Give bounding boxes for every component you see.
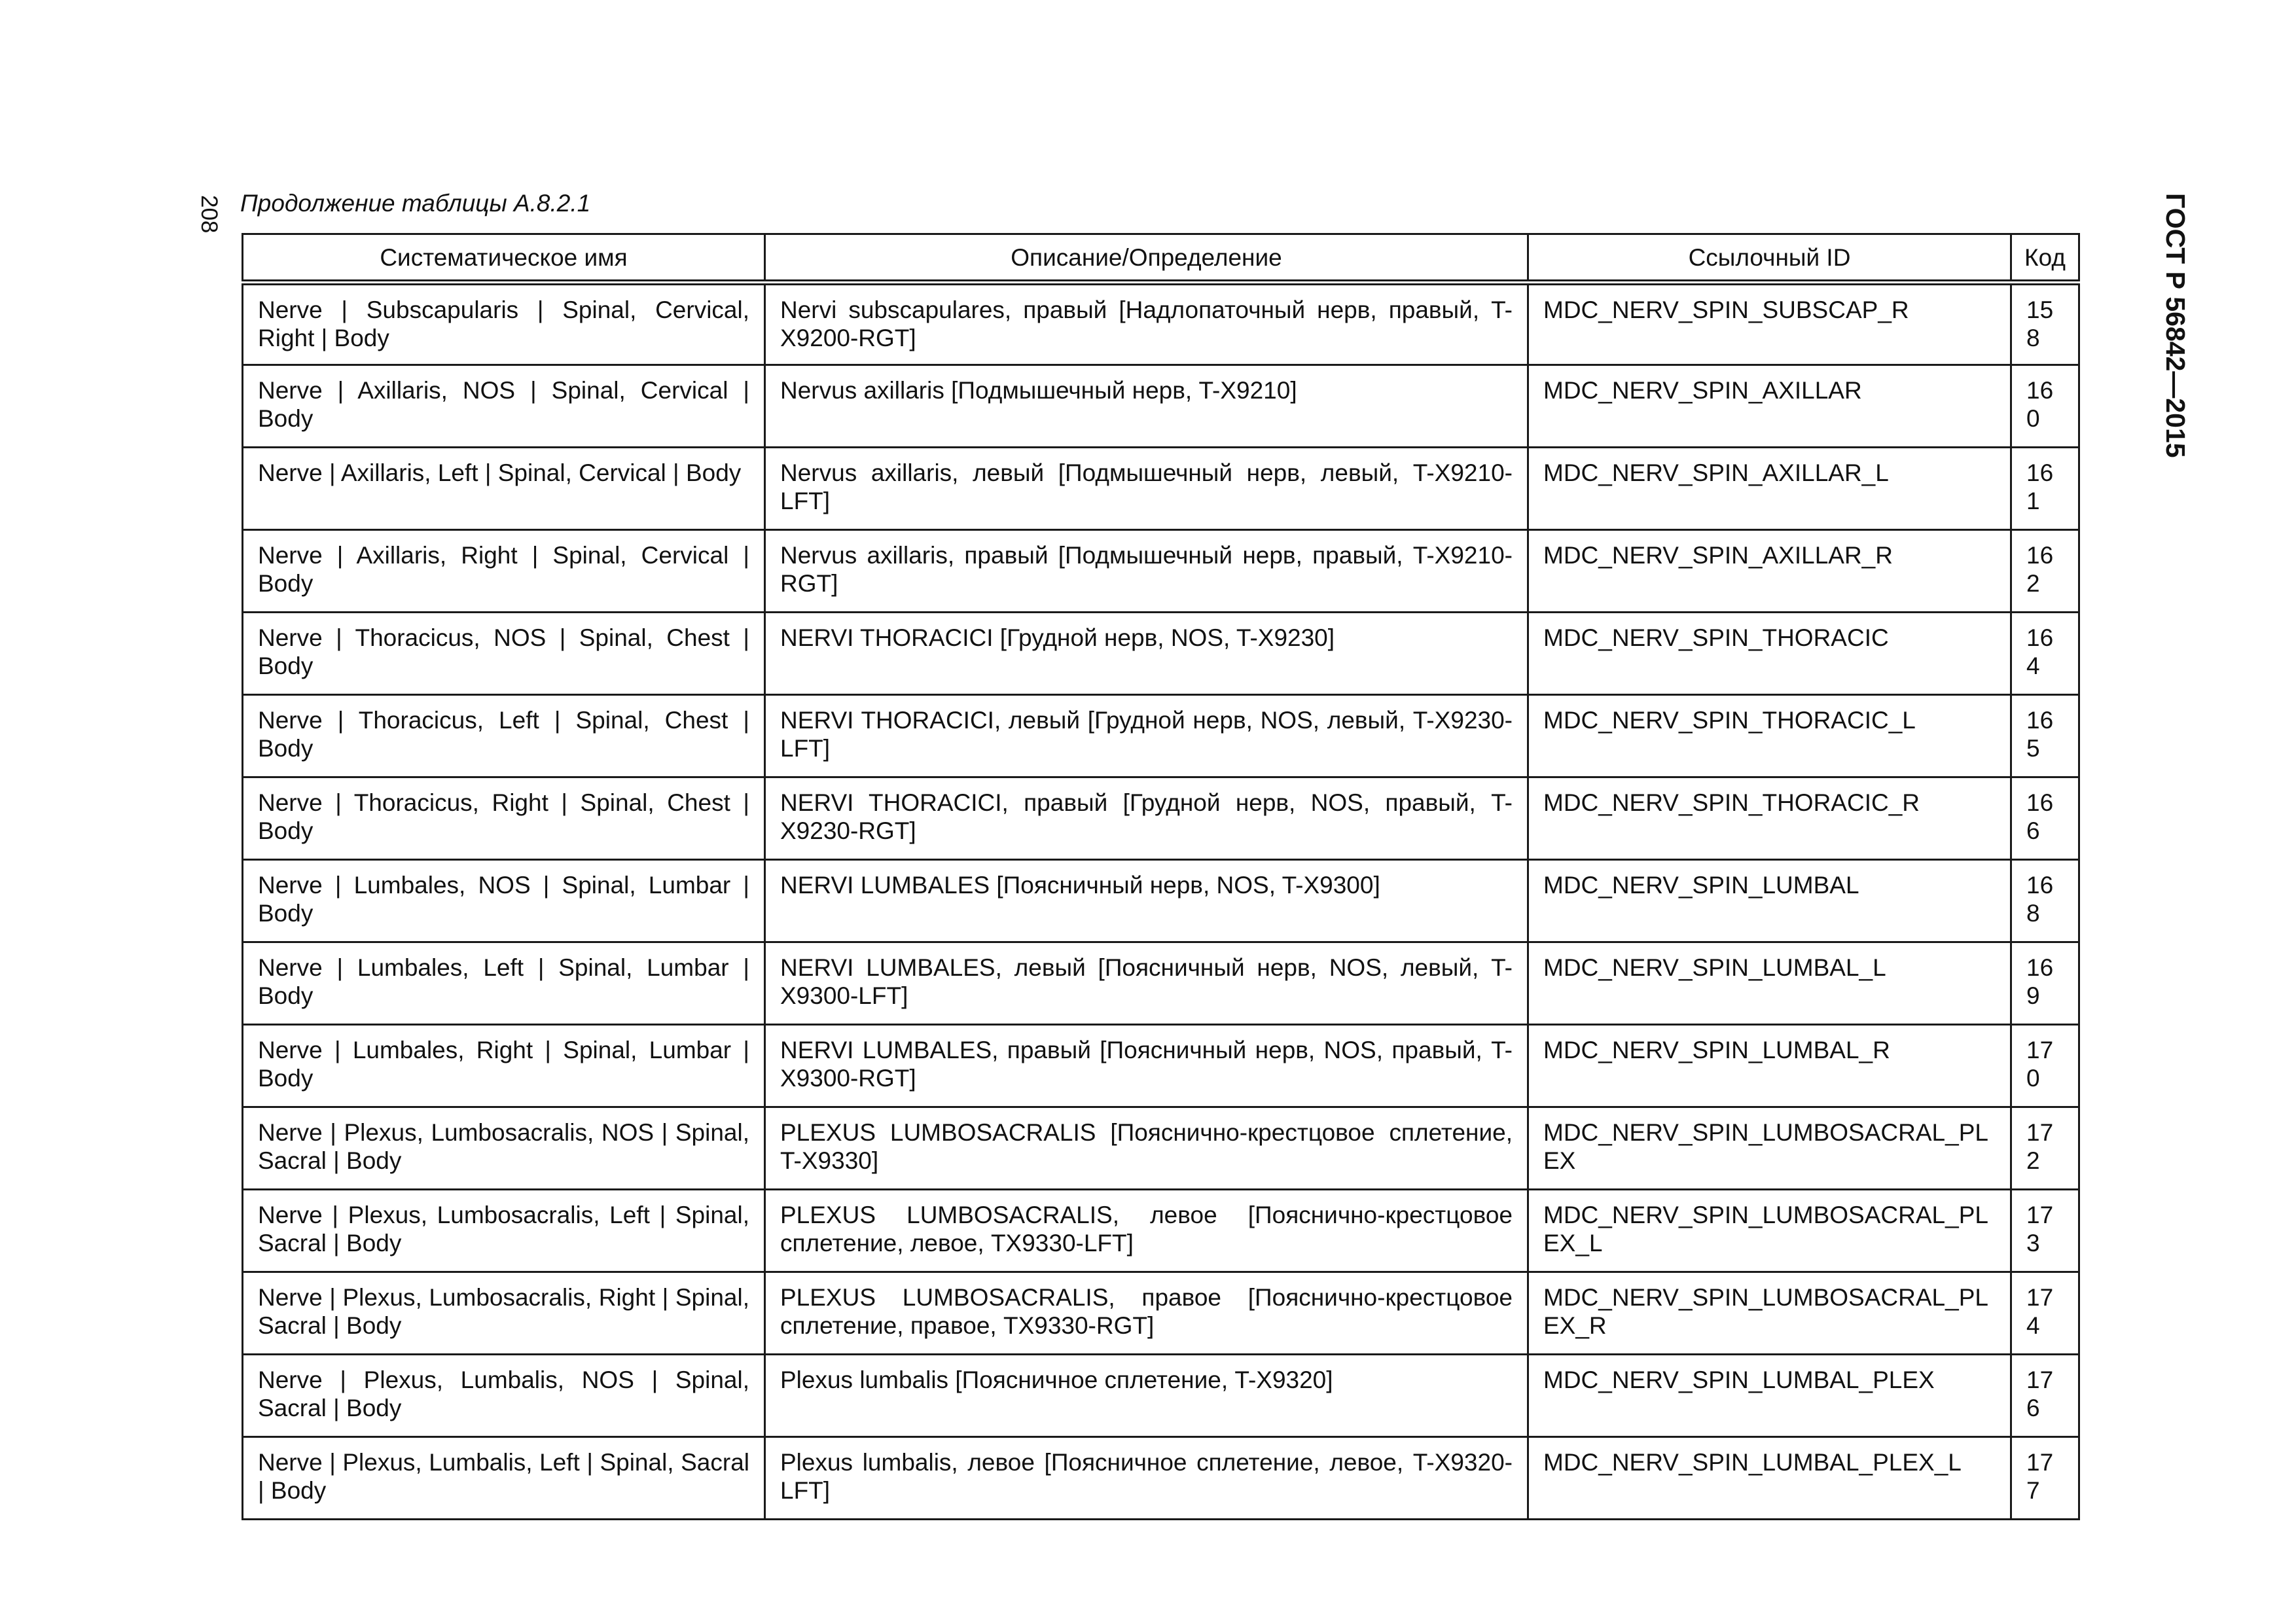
table-row bbox=[243, 1355, 2079, 1437]
cell-systematic-name: Nerve | Lumbales, Right | Spinal, Lumbar | Body bbox=[243, 1025, 765, 1107]
table-body bbox=[243, 283, 2079, 1520]
cell-code: 158 bbox=[2011, 283, 2079, 365]
table-row bbox=[243, 613, 2079, 695]
cell-code: 166 bbox=[2011, 777, 2079, 860]
cell-reference-id: MDC_NERV_SPIN_THORACIC bbox=[1528, 613, 2011, 695]
cell-reference-id: MDC_NERV_SPIN_LUMBOSACRAL_PLEX_L bbox=[1528, 1190, 2011, 1272]
cell-description: NERVI THORACICI [Грудной нерв, NOS, T-X9230] bbox=[765, 613, 1528, 695]
table-row bbox=[243, 1272, 2079, 1355]
table-row bbox=[243, 365, 2079, 448]
cell-code: 168 bbox=[2011, 860, 2079, 942]
header-systematic-name: Систематическое имя bbox=[243, 234, 765, 283]
cell-description: PLEXUS LUMBOSACRALIS, левое [Пояснично-крестцовое сплетение, левое, TX9330-LFT] bbox=[765, 1190, 1528, 1272]
cell-reference-id: MDC_NERV_SPIN_LUMBAL_PLEX_L bbox=[1528, 1437, 2011, 1520]
cell-code: 160 bbox=[2011, 365, 2079, 448]
cell-reference-id: MDC_NERV_SPIN_AXILLAR_R bbox=[1528, 530, 2011, 613]
data-table bbox=[242, 233, 2080, 1520]
table-row bbox=[243, 695, 2079, 777]
cell-description: Nervus axillaris, правый [Подмышечный нерв, правый, T-X9210-RGT] bbox=[765, 530, 1528, 613]
cell-description: NERVI LUMBALES, правый [Поясничный нерв, NOS, правый, T-X9300-RGT] bbox=[765, 1025, 1528, 1107]
cell-systematic-name: Nerve | Thoracicus, Right | Spinal, Chest | Body bbox=[243, 777, 765, 860]
table-header bbox=[243, 234, 2079, 283]
cell-description: Nervus axillaris, левый [Подмышечный нерв, левый, T-X9210-LFT] bbox=[765, 448, 1528, 530]
cell-description: Plexus lumbalis, левое [Поясничное сплетение, левое, T-X9320-LFT] bbox=[765, 1437, 1528, 1520]
cell-reference-id: MDC_NERV_SPIN_LUMBOSACRAL_PLEX_R bbox=[1528, 1272, 2011, 1355]
table-row bbox=[243, 448, 2079, 530]
cell-description: Plexus lumbalis [Поясничное сплетение, T-X9320] bbox=[765, 1355, 1528, 1437]
cell-description: PLEXUS LUMBOSACRALIS, правое [Пояснично-крестцовое сплетение, правое, TX9330-RGT] bbox=[765, 1272, 1528, 1355]
header-reference-id: Ссылочный ID bbox=[1528, 234, 2011, 283]
cell-code: 177 bbox=[2011, 1437, 2079, 1520]
table-row bbox=[243, 530, 2079, 613]
cell-description: Nervus axillaris [Подмышечный нерв, T-X9210] bbox=[765, 365, 1528, 448]
cell-code: 162 bbox=[2011, 530, 2079, 613]
table-row bbox=[243, 1107, 2079, 1190]
cell-systematic-name: Nerve | Axillaris, NOS | Spinal, Cervical | Body bbox=[243, 365, 765, 448]
table-caption: Продолжение таблицы А.8.2.1 bbox=[240, 190, 591, 217]
cell-code: 173 bbox=[2011, 1190, 2079, 1272]
cell-reference-id: MDC_NERV_SPIN_AXILLAR_L bbox=[1528, 448, 2011, 530]
cell-description: NERVI THORACICI, правый [Грудной нерв, NOS, правый, T-X9230-RGT] bbox=[765, 777, 1528, 860]
cell-systematic-name: Nerve | Subscapularis | Spinal, Cervical, Right | Body bbox=[243, 283, 765, 365]
table-row bbox=[243, 1190, 2079, 1272]
table-row bbox=[243, 860, 2079, 942]
cell-systematic-name: Nerve | Plexus, Lumbosacralis, NOS | Spinal, Sacral | Body bbox=[243, 1107, 765, 1190]
table-row bbox=[243, 777, 2079, 860]
table-row bbox=[243, 283, 2079, 365]
header-description: Описание/Определение bbox=[765, 234, 1528, 283]
cell-reference-id: MDC_NERV_SPIN_THORACIC_R bbox=[1528, 777, 2011, 860]
cell-reference-id: MDC_NERV_SPIN_THORACIC_L bbox=[1528, 695, 2011, 777]
cell-systematic-name: Nerve | Lumbales, Left | Spinal, Lumbar | Body bbox=[243, 942, 765, 1025]
cell-systematic-name: Nerve | Thoracicus, Left | Spinal, Chest | Body bbox=[243, 695, 765, 777]
cell-systematic-name: Nerve | Axillaris, Left | Spinal, Cervical | Body bbox=[243, 448, 765, 530]
table-row bbox=[243, 942, 2079, 1025]
cell-systematic-name: Nerve | Axillaris, Right | Spinal, Cervical | Body bbox=[243, 530, 765, 613]
header-row bbox=[243, 234, 2079, 283]
cell-code: 164 bbox=[2011, 613, 2079, 695]
cell-systematic-name: Nerve | Lumbales, NOS | Spinal, Lumbar | Body bbox=[243, 860, 765, 942]
cell-reference-id: MDC_NERV_SPIN_LUMBAL_L bbox=[1528, 942, 2011, 1025]
cell-description: NERVI THORACICI, левый [Грудной нерв, NOS, левый, T-X9230-LFT] bbox=[765, 695, 1528, 777]
cell-description: NERVI LUMBALES [Поясничный нерв, NOS, T-X9300] bbox=[765, 860, 1528, 942]
cell-reference-id: MDC_NERV_SPIN_LUMBAL_R bbox=[1528, 1025, 2011, 1107]
page-number: 208 bbox=[196, 195, 222, 234]
document-code: ГОСТ Р 56842—2015 bbox=[2161, 193, 2191, 458]
cell-code: 176 bbox=[2011, 1355, 2079, 1437]
cell-systematic-name: Nerve | Plexus, Lumbalis, NOS | Spinal, Sacral | Body bbox=[243, 1355, 765, 1437]
cell-systematic-name: Nerve | Plexus, Lumbalis, Left | Spinal, Sacral | Body bbox=[243, 1437, 765, 1520]
cell-reference-id: MDC_NERV_SPIN_AXILLAR bbox=[1528, 365, 2011, 448]
cell-code: 161 bbox=[2011, 448, 2079, 530]
cell-systematic-name: Nerve | Plexus, Lumbosacralis, Left | Spinal, Sacral | Body bbox=[243, 1190, 765, 1272]
cell-description: PLEXUS LUMBOSACRALIS [Пояснично-крестцовое сплетение, T-X9330] bbox=[765, 1107, 1528, 1190]
cell-code: 169 bbox=[2011, 942, 2079, 1025]
cell-description: Nervi subscapulares, правый [Надлопаточный нерв, правый, T-X9200-RGT] bbox=[765, 283, 1528, 365]
cell-reference-id: MDC_NERV_SPIN_LUMBAL bbox=[1528, 860, 2011, 942]
cell-code: 165 bbox=[2011, 695, 2079, 777]
cell-reference-id: MDC_NERV_SPIN_SUBSCAP_R bbox=[1528, 283, 2011, 365]
cell-code: 174 bbox=[2011, 1272, 2079, 1355]
cell-reference-id: MDC_NERV_SPIN_LUMBAL_PLEX bbox=[1528, 1355, 2011, 1437]
cell-systematic-name: Nerve | Plexus, Lumbosacralis, Right | Spinal, Sacral | Body bbox=[243, 1272, 765, 1355]
header-code: Код bbox=[2011, 234, 2079, 283]
cell-description: NERVI LUMBALES, левый [Поясничный нерв, NOS, левый, T-X9300-LFT] bbox=[765, 942, 1528, 1025]
table-row bbox=[243, 1437, 2079, 1520]
cell-systematic-name: Nerve | Thoracicus, NOS | Spinal, Chest | Body bbox=[243, 613, 765, 695]
table-row bbox=[243, 1025, 2079, 1107]
cell-reference-id: MDC_NERV_SPIN_LUMBOSACRAL_PLEX bbox=[1528, 1107, 2011, 1190]
cell-code: 170 bbox=[2011, 1025, 2079, 1107]
cell-code: 172 bbox=[2011, 1107, 2079, 1190]
